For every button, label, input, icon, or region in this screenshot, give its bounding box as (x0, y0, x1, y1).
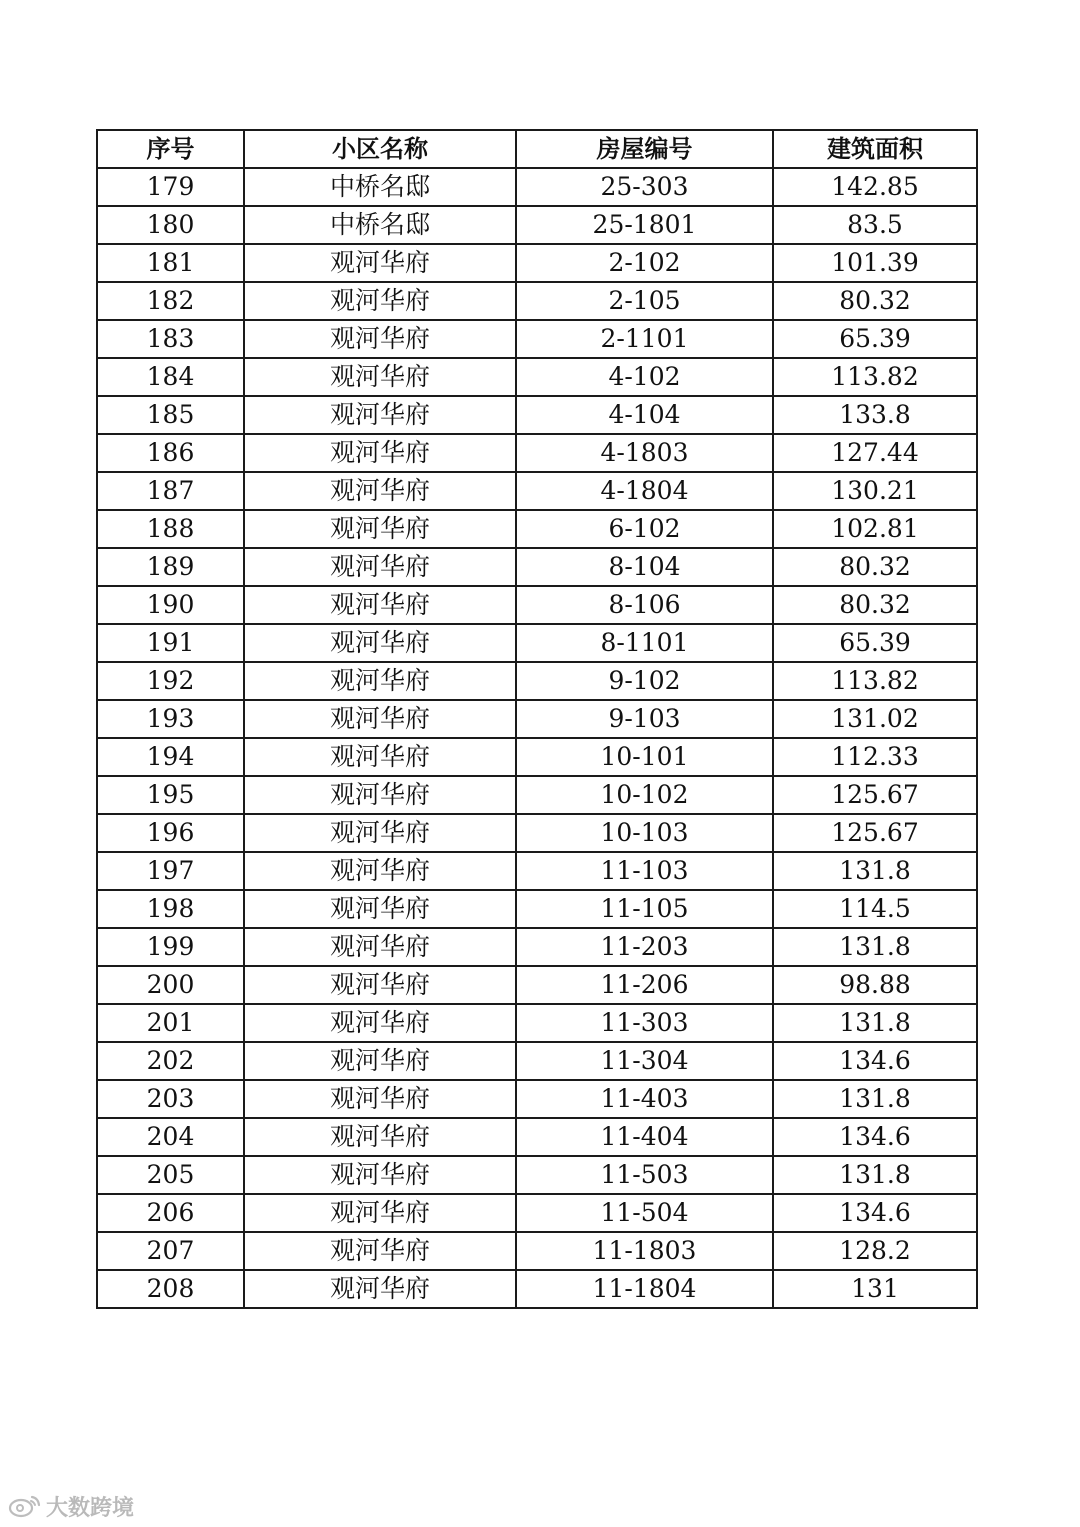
cell-house-number: 2-102 (516, 244, 773, 282)
cell-house-number: 9-102 (516, 662, 773, 700)
table-row (97, 548, 977, 586)
cell-index: 198 (97, 890, 244, 928)
cell-index: 183 (97, 320, 244, 358)
cell-index: 188 (97, 510, 244, 548)
cell-floor-area: 142.85 (773, 168, 977, 206)
cell-floor-area: 65.39 (773, 624, 977, 662)
cell-community-name: 观河华府 (244, 776, 516, 814)
cell-house-number: 4-104 (516, 396, 773, 434)
cell-floor-area: 101.39 (773, 244, 977, 282)
housing-table (96, 129, 978, 1309)
table-row (97, 434, 977, 472)
cell-community-name: 观河华府 (244, 738, 516, 776)
cell-community-name: 观河华府 (244, 244, 516, 282)
cell-community-name: 观河华府 (244, 966, 516, 1004)
table-row (97, 472, 977, 510)
cell-index: 206 (97, 1194, 244, 1232)
cell-index: 207 (97, 1232, 244, 1270)
table-row (97, 510, 977, 548)
cell-community-name: 观河华府 (244, 1004, 516, 1042)
cell-community-name: 观河华府 (244, 510, 516, 548)
header-index: 序号 (97, 130, 244, 168)
cell-index: 208 (97, 1270, 244, 1308)
cell-community-name: 中桥名邸 (244, 168, 516, 206)
cell-index: 185 (97, 396, 244, 434)
table-row (97, 244, 977, 282)
cell-floor-area: 127.44 (773, 434, 977, 472)
table-row (97, 1080, 977, 1118)
cell-index: 197 (97, 852, 244, 890)
table-row (97, 1156, 977, 1194)
table-header-row (97, 130, 977, 168)
cell-house-number: 25-1801 (516, 206, 773, 244)
cell-index: 201 (97, 1004, 244, 1042)
table-body (97, 168, 977, 1308)
cell-house-number: 11-105 (516, 890, 773, 928)
table-row (97, 1042, 977, 1080)
cell-index: 189 (97, 548, 244, 586)
cell-community-name: 观河华府 (244, 852, 516, 890)
cell-floor-area: 114.5 (773, 890, 977, 928)
cell-community-name: 观河华府 (244, 1194, 516, 1232)
table-row (97, 624, 977, 662)
cell-index: 193 (97, 700, 244, 738)
cell-index: 180 (97, 206, 244, 244)
table-row (97, 320, 977, 358)
cell-index: 205 (97, 1156, 244, 1194)
cell-house-number: 10-101 (516, 738, 773, 776)
cell-house-number: 11-206 (516, 966, 773, 1004)
cell-index: 196 (97, 814, 244, 852)
cell-house-number: 8-1101 (516, 624, 773, 662)
table-row (97, 1232, 977, 1270)
cell-house-number: 6-102 (516, 510, 773, 548)
cell-floor-area: 125.67 (773, 776, 977, 814)
cell-house-number: 8-106 (516, 586, 773, 624)
cell-community-name: 观河华府 (244, 814, 516, 852)
cell-floor-area: 134.6 (773, 1042, 977, 1080)
header-floor-area: 建筑面积 (773, 130, 977, 168)
table-row (97, 928, 977, 966)
cell-community-name: 观河华府 (244, 434, 516, 472)
cell-community-name: 观河华府 (244, 548, 516, 586)
cell-community-name: 中桥名邸 (244, 206, 516, 244)
cell-house-number: 4-1804 (516, 472, 773, 510)
cell-floor-area: 98.88 (773, 966, 977, 1004)
table-row (97, 966, 977, 1004)
cell-floor-area: 65.39 (773, 320, 977, 358)
cell-house-number: 25-303 (516, 168, 773, 206)
table-row (97, 1194, 977, 1232)
cell-community-name: 观河华府 (244, 282, 516, 320)
table-row (97, 738, 977, 776)
cell-house-number: 11-303 (516, 1004, 773, 1042)
cell-community-name: 观河华府 (244, 472, 516, 510)
cell-community-name: 观河华府 (244, 662, 516, 700)
cell-index: 181 (97, 244, 244, 282)
cell-community-name: 观河华府 (244, 1270, 516, 1308)
cell-floor-area: 113.82 (773, 662, 977, 700)
cell-house-number: 2-1101 (516, 320, 773, 358)
table-row (97, 852, 977, 890)
table-row (97, 890, 977, 928)
cell-index: 187 (97, 472, 244, 510)
table-row (97, 282, 977, 320)
cell-community-name: 观河华府 (244, 396, 516, 434)
header-house-number: 房屋编号 (516, 130, 773, 168)
cell-floor-area: 131 (773, 1270, 977, 1308)
cell-community-name: 观河华府 (244, 586, 516, 624)
cell-floor-area: 131.8 (773, 928, 977, 966)
cell-index: 195 (97, 776, 244, 814)
cell-floor-area: 131.8 (773, 1004, 977, 1042)
cell-house-number: 4-1803 (516, 434, 773, 472)
cell-floor-area: 125.67 (773, 814, 977, 852)
cell-community-name: 观河华府 (244, 1118, 516, 1156)
table-row (97, 814, 977, 852)
table-row (97, 586, 977, 624)
cell-floor-area: 80.32 (773, 548, 977, 586)
table-row (97, 358, 977, 396)
cell-floor-area: 131.8 (773, 1080, 977, 1118)
cell-community-name: 观河华府 (244, 1156, 516, 1194)
table-row (97, 1118, 977, 1156)
table-row (97, 776, 977, 814)
cell-community-name: 观河华府 (244, 928, 516, 966)
cell-floor-area: 133.8 (773, 396, 977, 434)
cell-community-name: 观河华府 (244, 890, 516, 928)
cell-index: 179 (97, 168, 244, 206)
cell-house-number: 4-102 (516, 358, 773, 396)
table-row (97, 168, 977, 206)
cell-floor-area: 131.8 (773, 852, 977, 890)
cell-floor-area: 134.6 (773, 1194, 977, 1232)
cell-community-name: 观河华府 (244, 320, 516, 358)
cell-community-name: 观河华府 (244, 1232, 516, 1270)
cell-house-number: 11-203 (516, 928, 773, 966)
cell-index: 184 (97, 358, 244, 396)
cell-community-name: 观河华府 (244, 700, 516, 738)
cell-floor-area: 131.02 (773, 700, 977, 738)
table-row (97, 1270, 977, 1308)
cell-index: 202 (97, 1042, 244, 1080)
cell-floor-area: 83.5 (773, 206, 977, 244)
cell-house-number: 9-103 (516, 700, 773, 738)
cell-index: 182 (97, 282, 244, 320)
cell-floor-area: 80.32 (773, 282, 977, 320)
cell-house-number: 11-504 (516, 1194, 773, 1232)
cell-community-name: 观河华府 (244, 1080, 516, 1118)
cell-house-number: 2-105 (516, 282, 773, 320)
cell-house-number: 11-1804 (516, 1270, 773, 1308)
cell-index: 204 (97, 1118, 244, 1156)
cell-index: 191 (97, 624, 244, 662)
table-row (97, 700, 977, 738)
cell-floor-area: 102.81 (773, 510, 977, 548)
cell-index: 200 (97, 966, 244, 1004)
watermark-text: 大数跨境 (46, 1495, 135, 1521)
cell-floor-area: 130.21 (773, 472, 977, 510)
table-row (97, 206, 977, 244)
cell-house-number: 11-103 (516, 852, 773, 890)
cell-house-number: 11-503 (516, 1156, 773, 1194)
cell-house-number: 10-102 (516, 776, 773, 814)
cell-community-name: 观河华府 (244, 624, 516, 662)
cell-index: 199 (97, 928, 244, 966)
cell-house-number: 11-304 (516, 1042, 773, 1080)
cell-index: 192 (97, 662, 244, 700)
cell-house-number: 11-403 (516, 1080, 773, 1118)
cell-house-number: 10-103 (516, 814, 773, 852)
cell-community-name: 观河华府 (244, 1042, 516, 1080)
cell-floor-area: 134.6 (773, 1118, 977, 1156)
cell-floor-area: 112.33 (773, 738, 977, 776)
cell-community-name: 观河华府 (244, 358, 516, 396)
watermark (8, 1491, 134, 1521)
cell-floor-area: 128.2 (773, 1232, 977, 1270)
cell-index: 194 (97, 738, 244, 776)
table-row (97, 396, 977, 434)
cell-index: 186 (97, 434, 244, 472)
table-row (97, 1004, 977, 1042)
cell-index: 203 (97, 1080, 244, 1118)
weibo-logo-icon (8, 1494, 42, 1518)
header-community-name: 小区名称 (244, 130, 516, 168)
cell-floor-area: 80.32 (773, 586, 977, 624)
cell-index: 190 (97, 586, 244, 624)
cell-house-number: 8-104 (516, 548, 773, 586)
cell-house-number: 11-404 (516, 1118, 773, 1156)
cell-house-number: 11-1803 (516, 1232, 773, 1270)
cell-floor-area: 131.8 (773, 1156, 977, 1194)
cell-floor-area: 113.82 (773, 358, 977, 396)
table-row (97, 662, 977, 700)
